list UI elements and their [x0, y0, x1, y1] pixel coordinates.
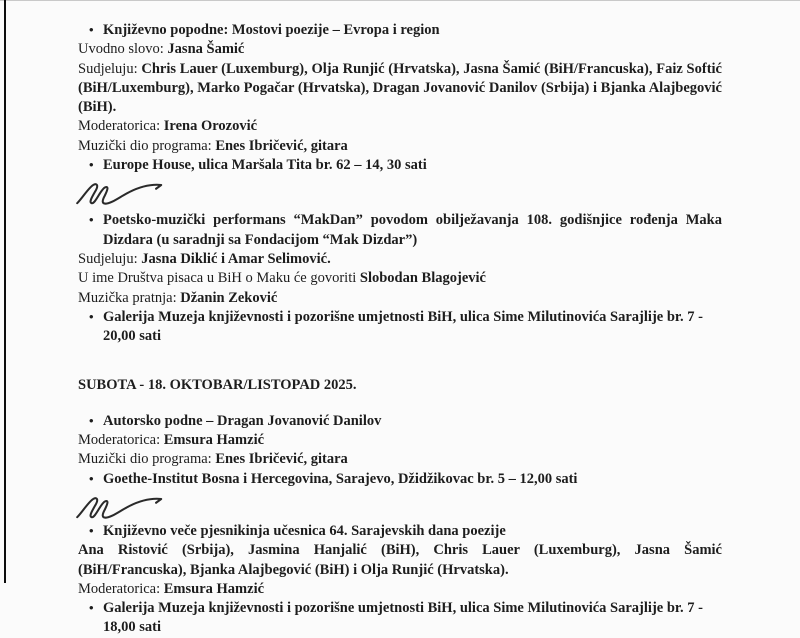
participants-label: Sudjeluju:	[78, 60, 142, 77]
intro-name: Jasna Šamić	[167, 41, 245, 58]
event2-participants-line	[78, 250, 722, 269]
event4-participants-line	[78, 541, 722, 580]
event4-venue-line	[78, 599, 722, 638]
music-label: Muzički dio programa:	[78, 451, 216, 468]
event1-venue-line	[78, 156, 722, 175]
speaker-name: Slobodan Blagojević	[359, 270, 486, 287]
event3-title: Autorsko podne – Dragan Jovanović Danilov	[103, 412, 382, 429]
venue-text: Galerija Muzeja književnosti i pozorišne umjetnosti BiH, ulica Sime Milutinovića Sarajlije br. 7 - 18,00 sati	[103, 600, 703, 636]
event3-moderator-line	[78, 431, 722, 450]
participants-label: Sudjeluju:	[78, 250, 142, 267]
participants-names: Ana Ristović (Srbija), Jasmina Hanjalić (BiH), Chris Lauer (Luxemburg), Jasna Šamić (BiH/Francuska), Bjanka Alajbegović (BiH) i Olja Runjić (Hrvatska).	[78, 542, 722, 578]
music-label: Muzički dio programa:	[78, 137, 216, 154]
handwritten-scribble-icon	[78, 178, 722, 211]
intro-label: Uvodno slovo:	[78, 41, 168, 58]
music-value: Džanin Zeković	[180, 289, 278, 306]
moderator-name: Emsura Hamzić	[163, 580, 265, 597]
venue-text: Europe House, ulica Maršala Tita br. 62 – 14, 30 sati	[103, 157, 427, 174]
participants-names: Chris Lauer (Luxemburg), Olja Runjić (Hrvatska), Jasna Šamić (BiH/Francuska), Faiz Softić (BiH/Luxemburg), Marko Pogačar (Hrvatska), Dragan Jovanović Danilov (Srbija) i Bjanka Alajbegović (BiH).	[78, 60, 722, 116]
moderator-label: Moderatorica:	[78, 580, 164, 597]
speaker-text: U ime Društva pisaca u BiH o Maku će govoriti	[78, 270, 360, 287]
bullet-icon: •	[89, 600, 94, 616]
document-content	[78, 21, 722, 638]
bullet-icon: •	[89, 212, 94, 228]
bullet-icon: •	[89, 522, 94, 538]
event4-title: Književno veče pjesnikinja učesnica 64. Sarajevskih dana poezije	[103, 522, 506, 539]
event1-participants-line	[78, 60, 722, 118]
moderator-name: Emsura Hamzić	[163, 432, 265, 449]
moderator-label: Moderatorica:	[78, 432, 164, 449]
venue-text: Galerija Muzeja književnosti i pozorišne umjetnosti BiH, ulica Sime Milutinovića Sarajlije br. 7 - 20,00 sati	[103, 308, 703, 345]
bullet-icon: •	[89, 412, 94, 428]
bullet-icon: •	[89, 308, 94, 324]
event2-title-line	[78, 211, 722, 250]
event2-speaker-line	[78, 269, 722, 288]
event2-title: Poetsko-muzički performans “MakDan” povodom obilježavanja 108. godišnjice rođenja Maka Dizdara (u saradnji sa Fondacijom “Mak Dizdar”)	[103, 212, 722, 248]
event1-intro-line	[78, 40, 722, 59]
venue-text: Goethe-Institut Bosna i Hercegovina, Sarajevo, Džidžikovac br. 5 – 12,00 sati	[103, 470, 578, 487]
scan-edge-top-line	[0, 0, 800, 1]
music-value: Enes Ibričević, gitara	[215, 451, 348, 468]
bullet-icon: •	[89, 22, 94, 37]
moderator-name: Irena Orozović	[163, 118, 258, 135]
event4-title-line	[78, 522, 722, 541]
handwritten-scribble-icon	[78, 492, 722, 522]
music-value: Enes Ibričević, gitara	[215, 137, 348, 154]
event2-venue-line	[78, 308, 722, 347]
bullet-icon: •	[89, 470, 94, 486]
moderator-label: Moderatorica:	[78, 118, 164, 135]
event1-moderator-line	[78, 117, 722, 136]
participants-names: Jasna Diklić i Amar Selimović.	[141, 250, 331, 267]
event3-venue-line	[78, 470, 722, 489]
event1-music-line	[78, 137, 722, 156]
event3-music-line	[78, 450, 722, 469]
day-heading: SUBOTA - 18. OKTOBAR/LISTOPAD 2025.	[78, 377, 357, 394]
bullet-icon: •	[89, 157, 94, 173]
music-label: Muzička pratnja:	[78, 289, 181, 306]
event1-title-line	[78, 21, 722, 40]
scan-edge-left-line	[4, 0, 6, 583]
event3-title-line	[78, 412, 722, 431]
event2-music-line	[78, 289, 722, 308]
event1-title: Književno popodne: Mostovi poezije – Evropa i region	[103, 22, 440, 38]
